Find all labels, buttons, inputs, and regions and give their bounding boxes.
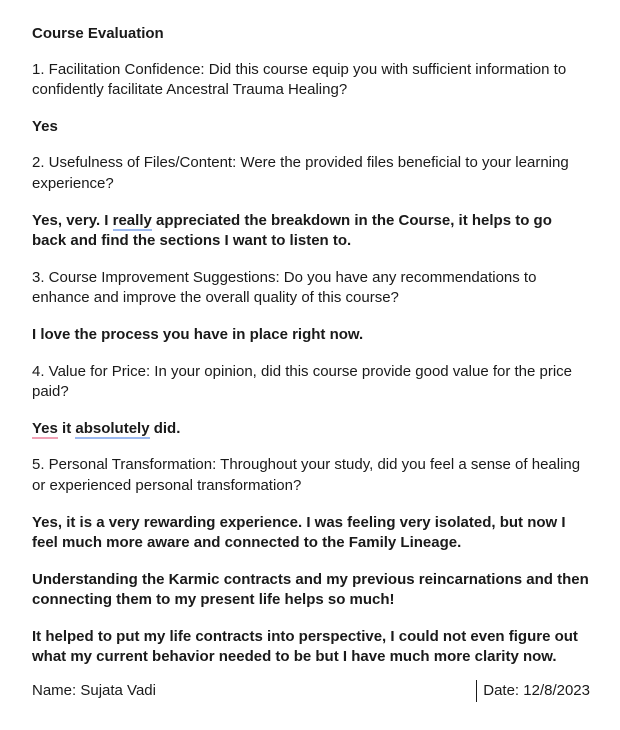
question-5: 5. Personal Transformation: Throughout your study, did you feel a sense of healing or experienced personal transformation?: [32, 456, 581, 494]
respondent-name: Name: Sujata Vadi: [32, 681, 156, 699]
signature-footer: [32, 680, 590, 702]
spellcheck-underlined-word[interactable]: really: [112, 211, 152, 229]
spellcheck-underlined-word-absolutely[interactable]: absolutely: [75, 419, 150, 437]
answer-5-paragraph-1: Yes, it is a very rewarding experience. I was feeling very isolated, but now I feel much more aware and connected to the Family Lineage.: [32, 513, 566, 552]
answer-5-paragraph-3: It helped to put my life contracts into perspective, I could not even figure out what my current behavior needed to be but I have much more clarity now.: [32, 627, 578, 666]
answer-2-text-end: appreciated the breakdown in the Course, it helps to go back and find the sections I want to listen to.: [32, 211, 552, 250]
answer-3: I love the process you have in place right now.: [32, 325, 364, 343]
answer-4-text-it: it: [57, 419, 76, 437]
evaluation-date: Date: 12/8/2023: [476, 680, 590, 702]
question-4: 4. Value for Price: In your opinion, did this course provide good value for the price paid?: [32, 362, 573, 401]
question-2: 2. Usefulness of Files/Content: Were the provided files beneficial to your learning experience?: [32, 154, 569, 192]
question-3: 3. Course Improvement Suggestions: Do you have any recommendations to enhance and improve the overall quality of this course?: [32, 268, 537, 307]
spellcheck-underlined-word-yes[interactable]: Yes: [32, 419, 58, 437]
answer-1: Yes: [32, 117, 58, 135]
document-title: Course Evaluation: [32, 25, 164, 42]
answer-2: [32, 211, 590, 252]
question-1: 1. Facilitation Confidence: Did this course equip you with sufficient information to confidently facilitate Ancestral Trauma Healing?: [32, 60, 567, 99]
answer-5-paragraph-2: Understanding the Karmic contracts and my previous reincarnations and then connecting them to my present life helps so much!: [32, 570, 589, 609]
answer-4-text-end: did.: [149, 419, 181, 437]
answer-2-text-start: Yes, very. I: [32, 211, 113, 229]
answer-4: [32, 419, 590, 440]
